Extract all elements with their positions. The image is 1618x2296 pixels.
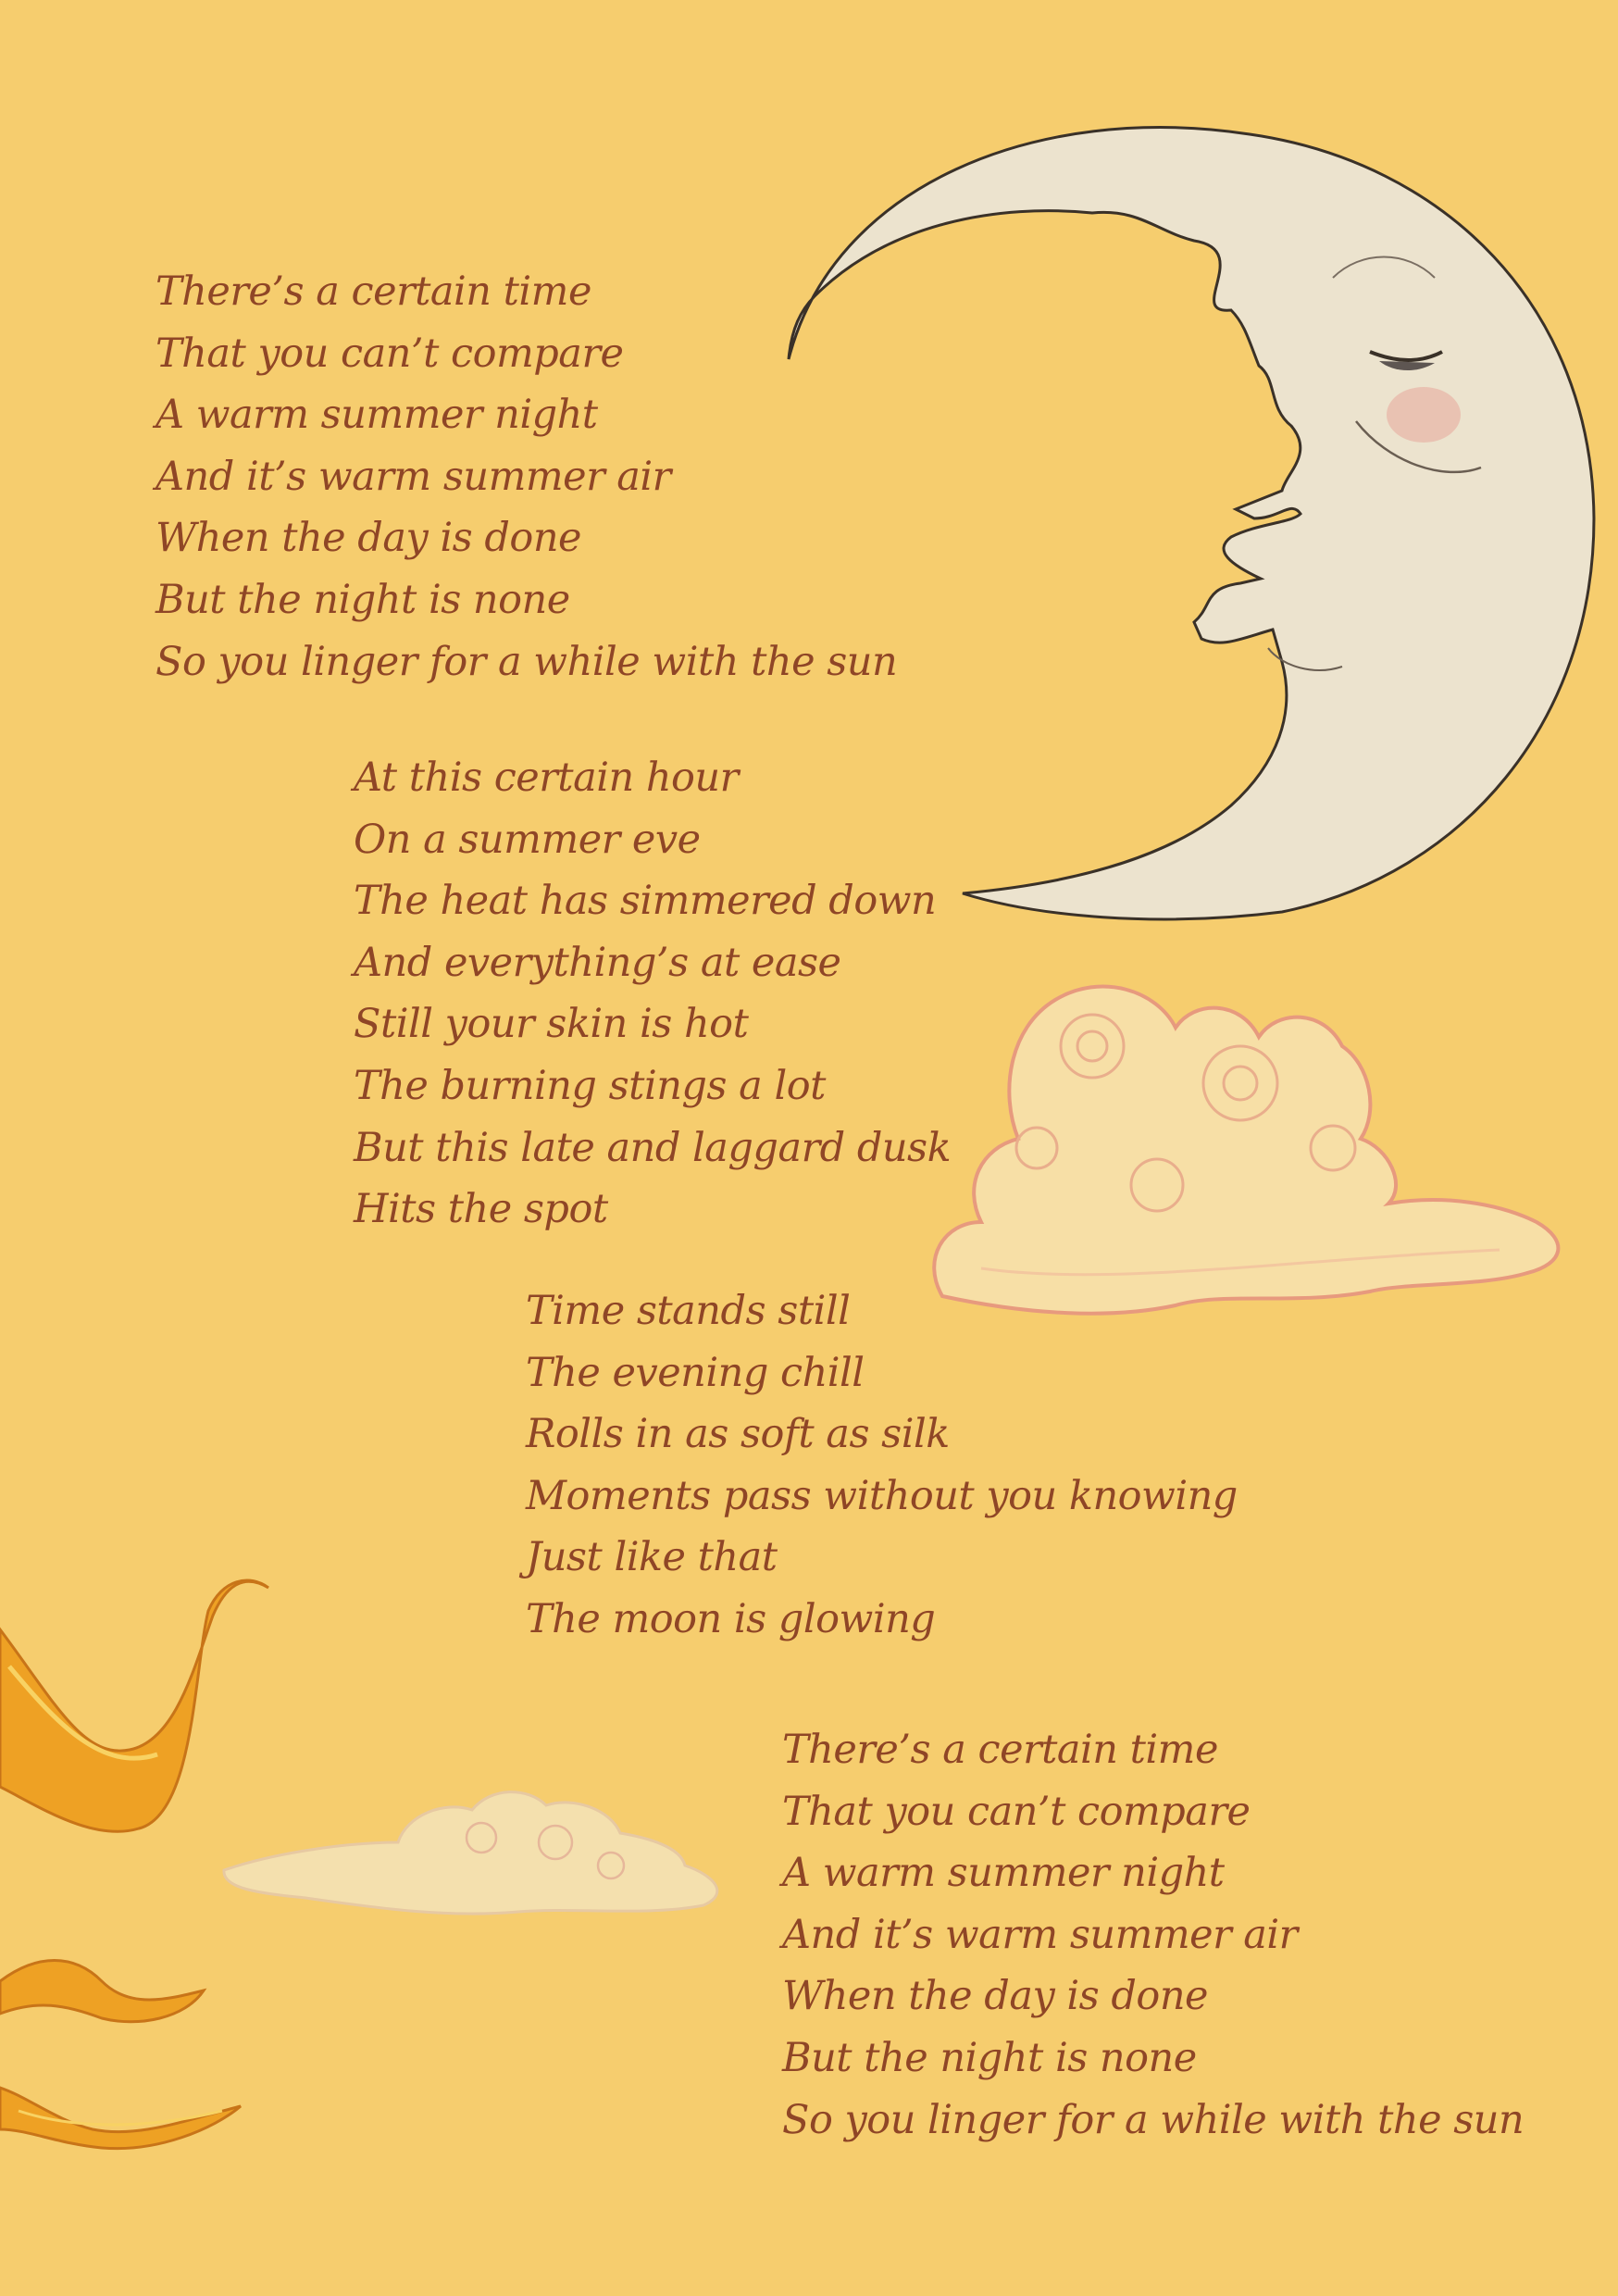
poem-line: Moments pass without you knowing (526, 1472, 1238, 1519)
poem-line: And everything’s at ease (354, 939, 841, 986)
poem-line: The burning stings a lot (354, 1062, 826, 1109)
poem-line: That you can’t compare (782, 1788, 1251, 1835)
poem-line: But this late and laggard dusk (354, 1124, 952, 1171)
poem-line: Rolls in as soft as silk (526, 1411, 950, 1458)
poem-line: When the day is done (782, 1973, 1208, 2020)
poem-line: But the night is none (156, 576, 570, 623)
poem-line: Hits the spot (354, 1186, 608, 1233)
poem-stanza-3 (526, 1280, 1238, 1651)
poem-line: A warm summer night (782, 1850, 1225, 1897)
poem-stanza-4 (782, 1719, 1524, 2151)
golden-wave-icon (0, 1580, 268, 2149)
poem-line: Just like that (526, 1534, 778, 1581)
swirl-cloud-icon (224, 1792, 717, 1915)
poem-line: The heat has simmered down (354, 878, 937, 925)
poem-line: At this certain hour (354, 755, 739, 801)
poem-line: So you linger for a while with the sun (156, 638, 898, 685)
poem-line: The moon is glowing (526, 1595, 936, 1642)
poem-line: The evening chill (526, 1349, 865, 1396)
poem-line: There’s a certain time (782, 1727, 1218, 1773)
poem-line: That you can’t compare (156, 330, 624, 377)
poem-line: Still your skin is hot (354, 1001, 749, 1048)
poem-line: So you linger for a while with the sun (782, 2096, 1525, 2143)
swirl-cloud-icon (934, 987, 1558, 1314)
poem-stanza-1 (156, 261, 897, 693)
poem-stanza-2 (354, 747, 951, 1241)
poem-line: And it’s warm summer air (156, 453, 671, 500)
poem-line: But the night is none (782, 2034, 1197, 2081)
poem-line: On a summer eve (354, 816, 701, 863)
poem-line: A warm summer night (156, 392, 598, 439)
poem-line: When the day is done (156, 515, 581, 562)
poem-line: Time stands still (526, 1288, 851, 1334)
poem-line: There’s a certain time (156, 268, 591, 315)
poem-line: And it’s warm summer air (782, 1911, 1298, 1958)
